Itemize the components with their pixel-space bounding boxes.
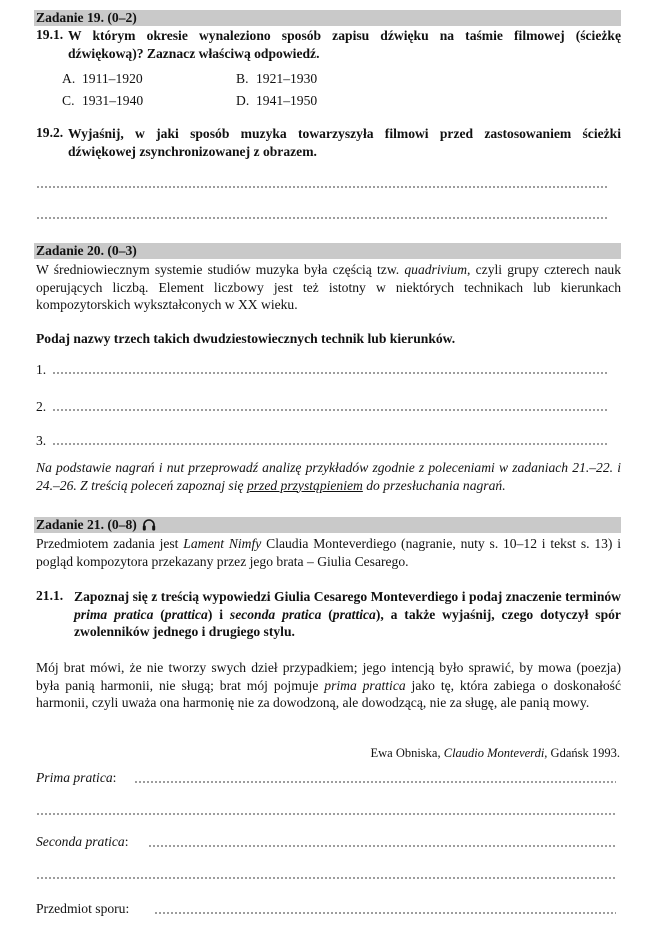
q-part: ), a także wyjaśnij, czego dotyczył spór zwolenników jednego i drugiego stylu.: [74, 606, 621, 639]
option-letter: B.: [236, 71, 249, 86]
task-20-intro: [36, 261, 621, 314]
answer-line-seconda-b[interactable]: [36, 877, 616, 879]
option-text: 1911–1920: [82, 71, 143, 86]
answer-number: 2.: [36, 399, 47, 414]
option-b[interactable]: [236, 71, 317, 87]
monteverdi-quote: [36, 659, 621, 712]
answer-line-20-3[interactable]: [52, 443, 608, 445]
option-c[interactable]: [62, 93, 143, 109]
label-colon: :: [112, 770, 117, 785]
q-part: ) i: [207, 606, 230, 622]
task-21-header-text: Zadanie 21. (0–8): [36, 517, 137, 532]
label-text: Seconda pratica: [36, 834, 125, 849]
answer-line-20-2[interactable]: [52, 409, 608, 411]
intro-title: Lament Nimfy: [183, 536, 262, 551]
listening-note: [36, 459, 621, 494]
task-20-header: Zadanie 20. (0–3): [34, 243, 621, 259]
question-19-1-text: W którym okresie wynaleziono sposób zapisu dźwięku na taśmie filmowej (ścieżkę dźwiękową)? Zaznacz właściwą odpowiedź.: [68, 28, 621, 61]
answer-line-prima-b[interactable]: [36, 813, 616, 815]
quote-part: jako tę, która zabiega o doskonałość harmonii, czyli uważa ona harmonię nie za dowodzoną, ale dowodzącą, nie za sługę, ale panią mowy.: [36, 677, 621, 710]
option-text: 1941–1950: [256, 93, 318, 108]
q-part: (: [321, 606, 333, 622]
answer-number: 3.: [36, 433, 47, 448]
task-21-intro: [36, 535, 621, 570]
task-20-instruction: Podaj nazwy trzech takich dwudziestowiecznych technik lub kierunków.: [36, 331, 456, 346]
option-letter: D.: [236, 93, 250, 108]
source-author: Ewa Obniska,: [370, 746, 444, 760]
note-part: do przesłuchania nagrań.: [362, 477, 506, 493]
intro-part: , czyli grupy czterech nauk operujących liczbą. Element liczbowy jest też istotny w niektórych technikach lub kierunkach kompozytorskich wykształconych w XX wieku.: [36, 262, 621, 312]
headphones-icon: [142, 519, 156, 535]
note-underlined: przed przystąpieniem: [246, 477, 363, 493]
answer-line-20-1[interactable]: [52, 372, 608, 374]
question-21-1-text: [74, 588, 621, 641]
quote-term: prima prattica: [324, 677, 406, 693]
label-prima-pratica: [36, 770, 116, 786]
answer-number: 1.: [36, 362, 47, 377]
term-seconda: seconda pratica: [229, 606, 322, 622]
answer-line-prima-a[interactable]: [134, 781, 616, 783]
note-part: Na podstawie nagrań i nut przeprowadź analizę przykładów zgodnie z poleceniami w zadaniach 21.–22. i 24.–26. Z treścią poleceń zapoznaj się: [36, 460, 621, 493]
term-seconda-alt: prattica: [332, 606, 376, 622]
task-21-header: [34, 517, 621, 533]
intro-part: W średniowiecznym systemie studiów muzyka była częścią tzw.: [36, 262, 405, 277]
option-letter: C.: [62, 93, 75, 108]
question-21-1-number: 21.1.: [36, 588, 64, 603]
q-part: Zapoznaj się z treścią wypowiedzi Giulia Cesarego Monteverdiego i podaj znaczenie terminów: [74, 589, 621, 604]
option-d[interactable]: [236, 93, 317, 109]
label-text: Prima pratica: [36, 770, 113, 785]
source-title: Claudio Monteverdi: [443, 746, 545, 760]
term-prima-alt: prattica: [164, 606, 208, 622]
intro-part: Przedmiotem zadania jest: [36, 536, 184, 551]
label-przedmiot-sporu: Przedmiot sporu:: [36, 901, 130, 916]
question-19-2-number: 19.2.: [36, 125, 64, 140]
option-a[interactable]: [62, 71, 143, 87]
term-prima: prima pratica: [74, 606, 154, 622]
question-19-1-number: 19.1.: [36, 27, 64, 42]
answer-line-19-2-a[interactable]: [36, 186, 608, 188]
quote-source: [370, 746, 620, 761]
q-part: (: [153, 606, 165, 622]
answer-line-spor[interactable]: [154, 912, 616, 914]
quote-part: Mój brat mówi, że nie tworzy swych dzieł przypadkiem; jego intencją było sprawić, by mowa (poezja) była panią harmonii, nie sługą; brat mój pojmuje: [36, 660, 621, 693]
task-19-header: Zadanie 19. (0–2): [34, 10, 621, 26]
intro-part: Claudia Monteverdiego (nagranie, nuty s. 10–12 i tekst s. 13) i pogląd kompozytora przekazany przez jego brata – Giulia Cesarego.: [36, 536, 622, 569]
question-19-2-text: Wyjaśnij, w jaki sposób muzyka towarzyszyła filmowi przed zastosowaniem ścieżki dźwiękowej zsynchronizowanej z obrazem.: [68, 126, 621, 159]
label-colon: :: [124, 834, 129, 849]
answer-line-19-2-b[interactable]: [36, 217, 608, 219]
answer-line-seconda-a[interactable]: [148, 845, 616, 847]
option-text: 1931–1940: [82, 93, 144, 108]
option-text: 1921–1930: [256, 71, 318, 86]
intro-quadrivium: quadrivium: [404, 262, 468, 277]
option-letter: A.: [62, 71, 76, 86]
label-seconda-pratica: [36, 834, 129, 850]
source-place: , Gdańsk 1993.: [544, 746, 620, 760]
